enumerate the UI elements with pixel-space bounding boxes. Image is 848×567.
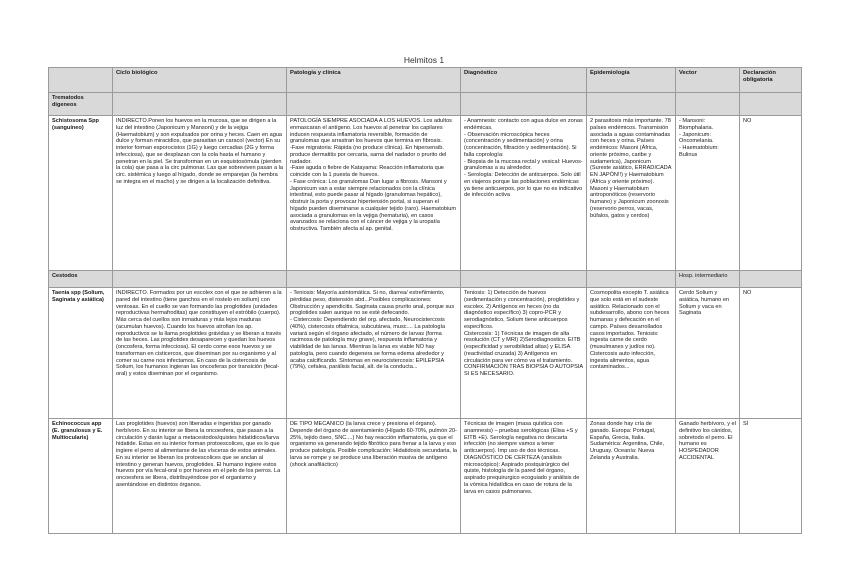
- header-name: [49, 68, 113, 93]
- cell-patologia: DE TIPO MECANICO (la larva crece y presiona el órgano). Depende del órgano de asentamiento (Hígado 60-70%, pulmón 20-25%, tejido óseo, SNC....) No hay reacción inflamatoria, ya que el organismo va generando tejido fibrótico para frenar a la larva y eso produce patología. Posible complicación: Hidatidosis secundaria, la larva se rompe y se produce una liberación masiva de antígeno (shock anafiláctico): [287, 419, 461, 534]
- header-diagnostico: Diagnóstico: [461, 68, 587, 93]
- cell-patologia: - Teniosis: Mayoría asintomática. Si no, diarrea/ estreñimiento, pérdidas peso, distensión abd...Posibles complicaciones: Obstrucción y apendicitis. Saginata causa prurito anal, porque sus proglotides salen aunque no se esté defecando. - Cistercosis: Dependiendo del org. afectado, Neurocistercosis (40%), cistercosis oftalmica, subcutánea, musc.... La patología variará según el órgano afectado, el número de larvas (forma racimosa de patología muy grave), respuesta inflamatoria y viabilidad de las larvas. Mientras la larva es viable NO hay patología, pero cuando degenera se forma edema alrededor y acaba calcificando. Síntomas en neurocistercosis: EPILEPSIA (79%), cefalea, parálisis facial, alt. de la conducta...: [287, 288, 461, 419]
- cell-declaracion: SÍ: [740, 419, 802, 534]
- cell-diagnostico: Técnicas de imagen (masa quística con anamnesis) – pruebas serológicas (Elisa +S y EITB +E). Serología negativa no descarta infección (no siempre vamos a tener anticuerpos). Imp uso de dos técnicas. DIAGNÓSTICO DE CERTEZA (análisis microscópico): Aspirado postquirúrgico del quiste, histología de la pared del órgano, aspirado prequirurgico ecoguiado y análisis de la vómica hidatídica en caso de rotura de la larva en casos pulmonares.: [461, 419, 587, 534]
- row-name: Taenia spp (Solium, Saginata y asiática): [49, 288, 113, 419]
- section-label: Cestodos: [49, 271, 113, 288]
- cell-epidemiologia: Zonas donde hay cría de ganado. Europa: Portugal, España, Grecia, Italia. Sudamérica: Argentina, Chile, Uruguay. Oceanía: Nueva Zelanda y Australia.: [587, 419, 676, 534]
- cell-declaracion: NO: [740, 116, 802, 271]
- section-vector-label: Hosp. intermediario: [676, 271, 740, 288]
- helminths-table: [48, 67, 802, 534]
- header-epidemiologia: Epidemiología: [587, 68, 676, 93]
- header-patologia: Patología y clínica: [287, 68, 461, 93]
- cell-patologia: PATOLOGÍA SIEMPRE ASOCIADA A LOS HUEVOS. Los adultos enmascaran el antígeno. Los huevos al penetrar los capilares inducen respuesta inflamatoria reversible, formación de granulomas que arrastran los huevos que termina en fibrosis. -Fase migratoria: Rápida (no produce clínica). En hipersensib. produce dermatitis por cercaria, sarna del nadador o prurito del nadador. -Fase aguda o fiebre de Katayama: Reacción inflamatoria que coincide con la 1 puesta de huevos. - Fase crónica: Los granulomas Dan lugar a fibrosis. Mansoni y Japonicum van a estar siempre relacionados con la clínica intestinal, esto puede pasar al hígado (granulomas hepático), obstruir la porta y provocar hipertensión portal, si superan el hígado pueden diseminarse a cualquier tejido (raro). Haematobium asociada a granulomas en la vejiga (hematuria), en casos avanzados se relaciona con el cáncer de vejiga y la uropatía obstructiva. También afecta al ap. genital.: [287, 116, 461, 271]
- table-row: [49, 419, 802, 534]
- table-row: [49, 288, 802, 419]
- cell-ciclo: Las proglotides (huevos) son liberadas e ingeridas por ganado herbívoro. En su interior se libera la oncoesfera, que pasan a la circulación y darán lugar a metacestodos/quistes hidatídicos/larva hidatide. Estas en su interior forman protoescolices, que es lo que ingiere el perro al alimentarse de las vísceras de estos animales. En su interior se liberan los protoescolices que se anclan al intestino y generan huevos, proglotides. El humano ingiere estos huevos por vía fecal-oral o por huevos en el pelo de los perros. La oncoesfera se libera, distribuyéndose por el organismo y asentándose en distintos órganos.: [113, 419, 287, 534]
- header-row: [49, 68, 802, 93]
- cell-diagnostico: Teniosis: 1) Detección de huevos (sedimentación y concentración), proglotides y escolex. 2) Antígenos en heces (no da diagnóstico específico) 3) copro-PCR y serodiagnóstico, Solium tiene anticuerpos específicos. Cistercosis: 1) Técnicas de imagen de alta resolución (CT y MRI) 2)Serodiagnostico. EITB (especificidad y sensibilidad altas) y ELISA (reactividad cruzada) 3) Antígenos en circulación para ver cómo va el tratamiento. CONFIRMACIÓN TRAS BIOPSIA O AUTOPSIA SI ES NECESARIO.: [461, 288, 587, 419]
- cell-epidemiologia: 2 parasitosis más importante. 78 países endémicos. Transmisión asociada a aguas contaminadas con heces y orina. Países endémicos: Masoni (África, oriente próximo, caribe y sudamerica), Japonicum (Sureste asiático, ERRADICADA EN JAPÓN!!) y Haematobium (África y oriente próximo). Masoni y Haematobium antroponóticos (reservorio humano) y Japonicum zoonosis (reservorio perros, vacas, búfalos, gatos y cerdos): [587, 116, 676, 271]
- row-name: Schistosoma Spp (sanguíneo): [49, 116, 113, 271]
- cell-ciclo: INDIRECTO.Ponen los huevos en la mucosa, que se dirigen a la luz del intestino (Japonicum y Mansoni) y de la vejiga (Haematobium) y son expulsados por orina y heces. Caen en agua dulce y forman miracidios, que parasitan un caracol (vector) En su interior forman esporocistos (1G) y luego cercadias (2G y forma infecciosa), que se desplazan con la cola hasta el humano y penetran en la piel. Se transforman en un esquistosómula (pierden la cola) que pasa a la circ pulmonar. Las que sobreviven pasan a la circ. sistémica y luego al hígado, donde se emparejan (la hembra se integra en el macho) y se dirigen a la localización definitiva.: [113, 116, 287, 271]
- cell-vector: Cerdo Solium y asiática, humano en Solium y vaca en Saginata: [676, 288, 740, 419]
- table-row: [49, 116, 802, 271]
- row-name: Echinococcus app (E. granulosus y E. Multiocularis): [49, 419, 113, 534]
- cell-diagnostico: - Anamnesis: contacto con agua dulce en zonas endémicas. - Observación microscópica heces (concentración y sedimentación) y orina (concentración, filtración y sedimentación). Si falla coprología: - Biopsia de la mucosa rectal y vesical: Huevos-granulomas a su alrededor. - Serología: Detección de anticuerpos. Solo útil en viajeros porque las poblaciones endémicas ya tiene anticuerpos, por lo que no es indicativo de infección activa: [461, 116, 587, 271]
- header-ciclo: Ciclo biológico: [113, 68, 287, 93]
- section-row-cestodos: [49, 271, 802, 288]
- section-row-trematodos: [49, 93, 802, 116]
- page-title: Helmitos 1: [403, 55, 445, 65]
- header-declaracion: Declaración obligatoria: [740, 68, 802, 93]
- cell-epidemiologia: Cosmopolita excepto T. asiática que solo está en el sudeste asiático. Relacionado con el subdesarrollo, abono con heces humanas y defecación en el campo. Países desarrollados casos importados. Teniosis: ingesta carne de cerdo (musulmanes y judíos no). Cistercosis auto infección, ingesta alimentos, agua contaminados...: [587, 288, 676, 419]
- header-vector: Vector: [676, 68, 740, 93]
- cell-declaracion: NO: [740, 288, 802, 419]
- cell-vector: - Mansoni: Biomphalaria. - Japonicum: Oncomelania. - Haematobium: Bulinus: [676, 116, 740, 271]
- cell-vector: Ganado herbívoro, y el definitivo los cánidos, sobretodo el perro. El humano es HOSPEDADOR ACCIDENTAL: [676, 419, 740, 534]
- section-label: Trematodos digeneos: [49, 93, 113, 116]
- cell-ciclo: INDIRECTO. Formados por un escolex con el que se adhieren a la pared del intestino (tiene ganchos en el rostelo en solium) con ventosas. En el cuello se van formando las proglotides (unidades reproductivas hermafroditas) que constituyen el estróbilo (cuerpo). Más cerca del cuellos son inmaduras y más lejos maduras (acumulan huevos). Cuando los huevos atrofian los ap. reproductivos se la llama proglotides grávidas y se liberan a través de las heces. Las proglotides desaparecen y quedan los huevos (oncosfera, forma infecciosa). El cerdo come esos huevos y se transforman en cisticercos, que diseminan por su organismo y al comer su carne nos infectamos. En caso de la cistercosis de Solium, los humanos ingieran las oncosferas por transición (fecal-oral) y estos diseminan por el organismo.: [113, 288, 287, 419]
